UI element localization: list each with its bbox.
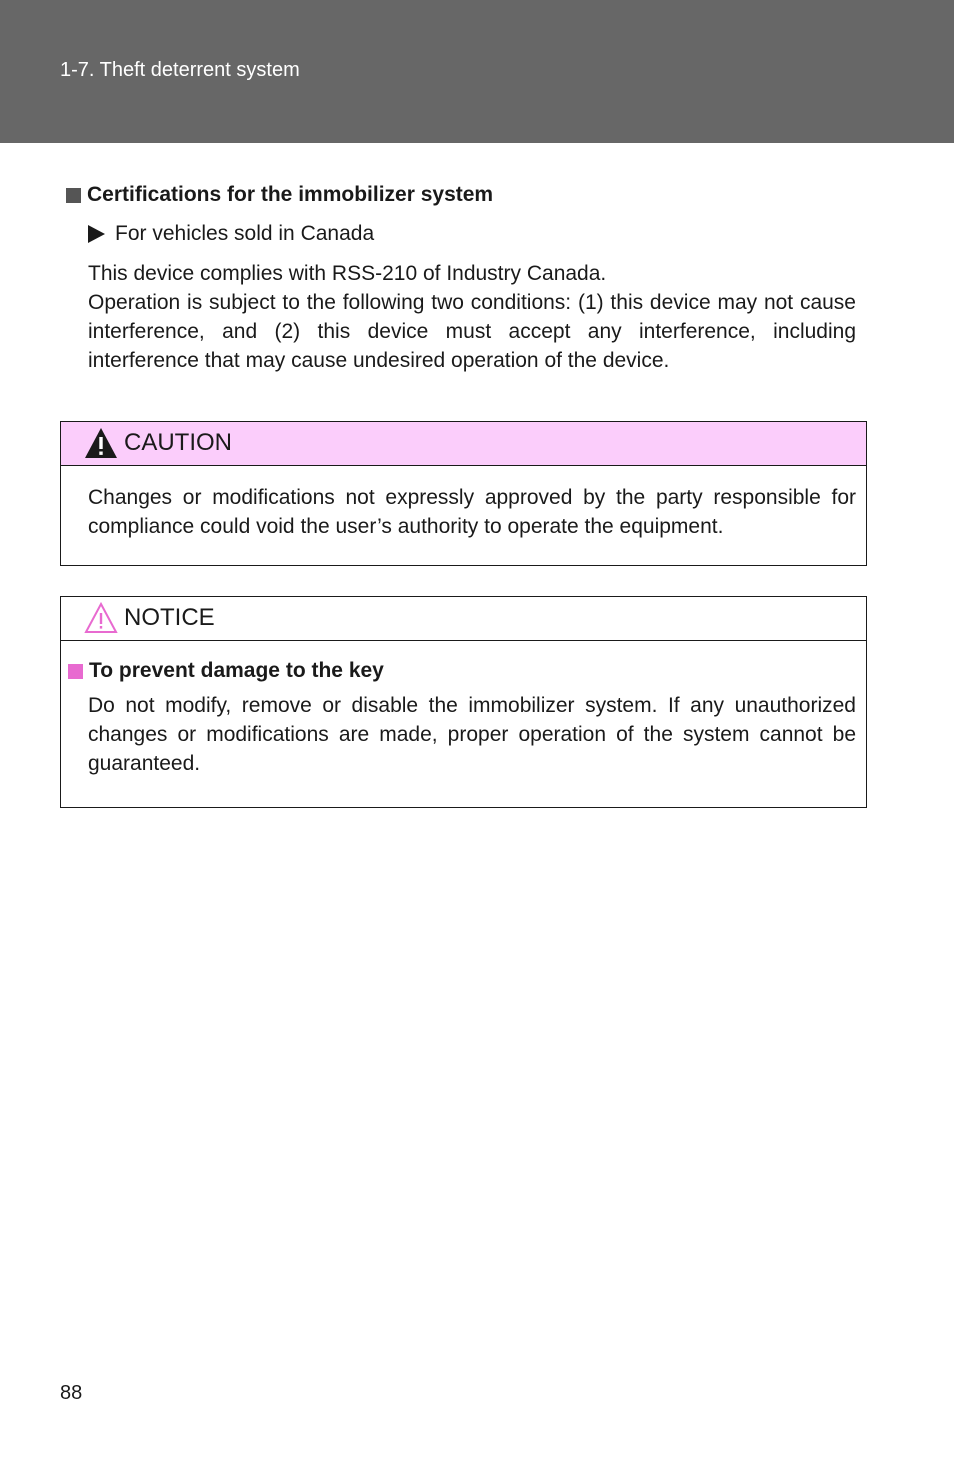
caution-label: CAUTION (124, 429, 232, 456)
notice-subheading (61, 659, 866, 683)
certifications-heading (66, 183, 493, 207)
square-bullet-icon (68, 664, 83, 679)
rss-paragraph: This device complies with RSS-210 of Industry Canada. (88, 262, 607, 285)
caution-box (60, 421, 867, 566)
square-bullet-icon (66, 188, 81, 203)
canada-subheading (88, 222, 374, 246)
section-title: 1-7. Theft deterrent system (60, 59, 300, 81)
notice-subheading-text: To prevent damage to the key (89, 659, 384, 682)
notice-label: NOTICE (124, 604, 215, 631)
certifications-heading-text: Certifications for the immobilizer system (87, 183, 494, 206)
notice-header (61, 597, 866, 641)
notice-box (60, 596, 867, 808)
conditions-paragraph: Operation is subject to the following two conditions: (1) this device may not cause interference, and (2) this device must accept any interference, including interference that may cause undesired operation of the device. (88, 291, 856, 372)
warning-triangle-outline-icon (83, 601, 119, 635)
warning-triangle-filled-icon (83, 426, 119, 460)
page-number: 88 (60, 1382, 83, 1404)
triangle-right-icon (88, 225, 105, 243)
canada-subheading-text: For vehicles sold in Canada (115, 222, 375, 245)
notice-body (61, 659, 866, 778)
header-bar (0, 0, 954, 143)
caution-header (61, 422, 866, 466)
caution-text: Changes or modifications not expressly approved by the party responsible for compliance could void the user’s authority to operate the equipment. (88, 486, 856, 538)
caution-body (61, 483, 866, 541)
notice-text: Do not modify, remove or disable the immobilizer system. If any unauthorized changes or modifications are made, proper operation of the system cannot be guaranteed. (88, 694, 856, 775)
